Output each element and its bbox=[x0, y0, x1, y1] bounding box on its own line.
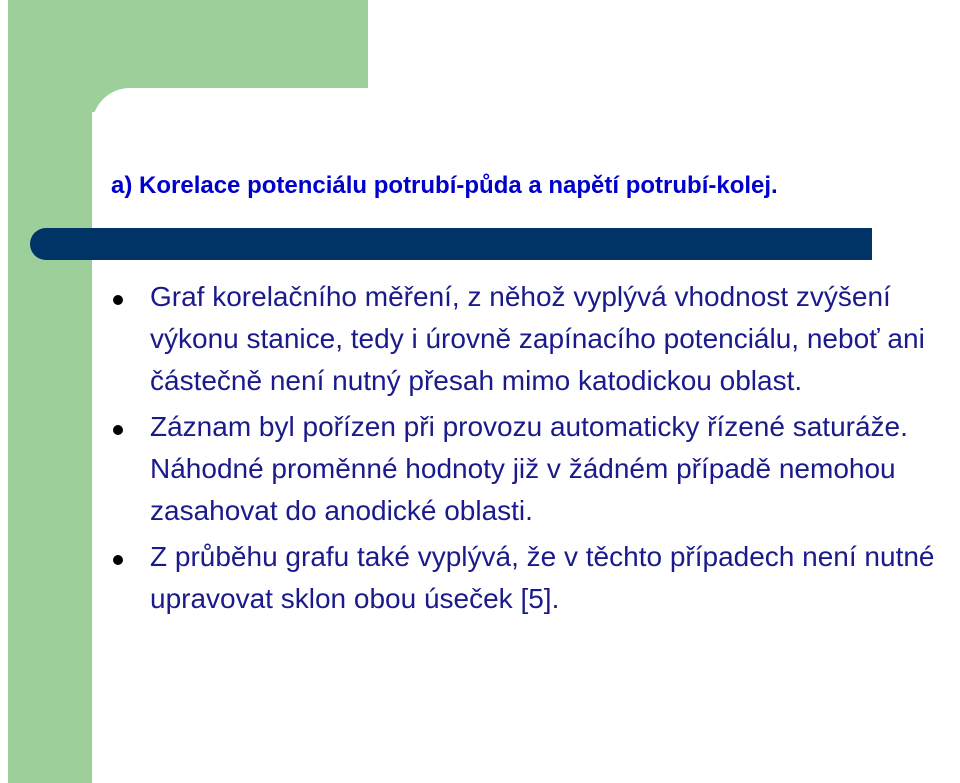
bullet-text: Graf korelačního měření, z něhož vyplývá vhodnost zvýšení výkonu stanice, tedy i úrovně zapínacího potenciálu, neboť ani částečně není nutný přesah mimo katodickou oblast. bbox=[150, 281, 925, 396]
bullet-item bbox=[110, 536, 940, 620]
bullet-dot-icon bbox=[113, 295, 123, 305]
bullet-item bbox=[110, 276, 940, 402]
bullet-item bbox=[110, 406, 940, 532]
green-accent-left bbox=[8, 0, 92, 783]
bullet-dot-icon bbox=[113, 425, 123, 435]
bullet-text: Z průběhu grafu také vyplývá, že v těchto případech není nutné upravovat sklon obou úseček [5]. bbox=[150, 541, 935, 614]
bullet-text: Záznam byl pořízen při provozu automaticky řízené saturáže. Náhodné proměnné hodnoty již v žádném případě nemohou zasahovat do anodické oblasti. bbox=[150, 411, 908, 526]
title-divider-bar bbox=[30, 228, 872, 260]
bullet-dot-icon bbox=[113, 555, 123, 565]
bullet-list bbox=[110, 276, 940, 624]
slide-title: a) Korelace potenciálu potrubí-půda a napětí potrubí-kolej. bbox=[111, 172, 778, 199]
